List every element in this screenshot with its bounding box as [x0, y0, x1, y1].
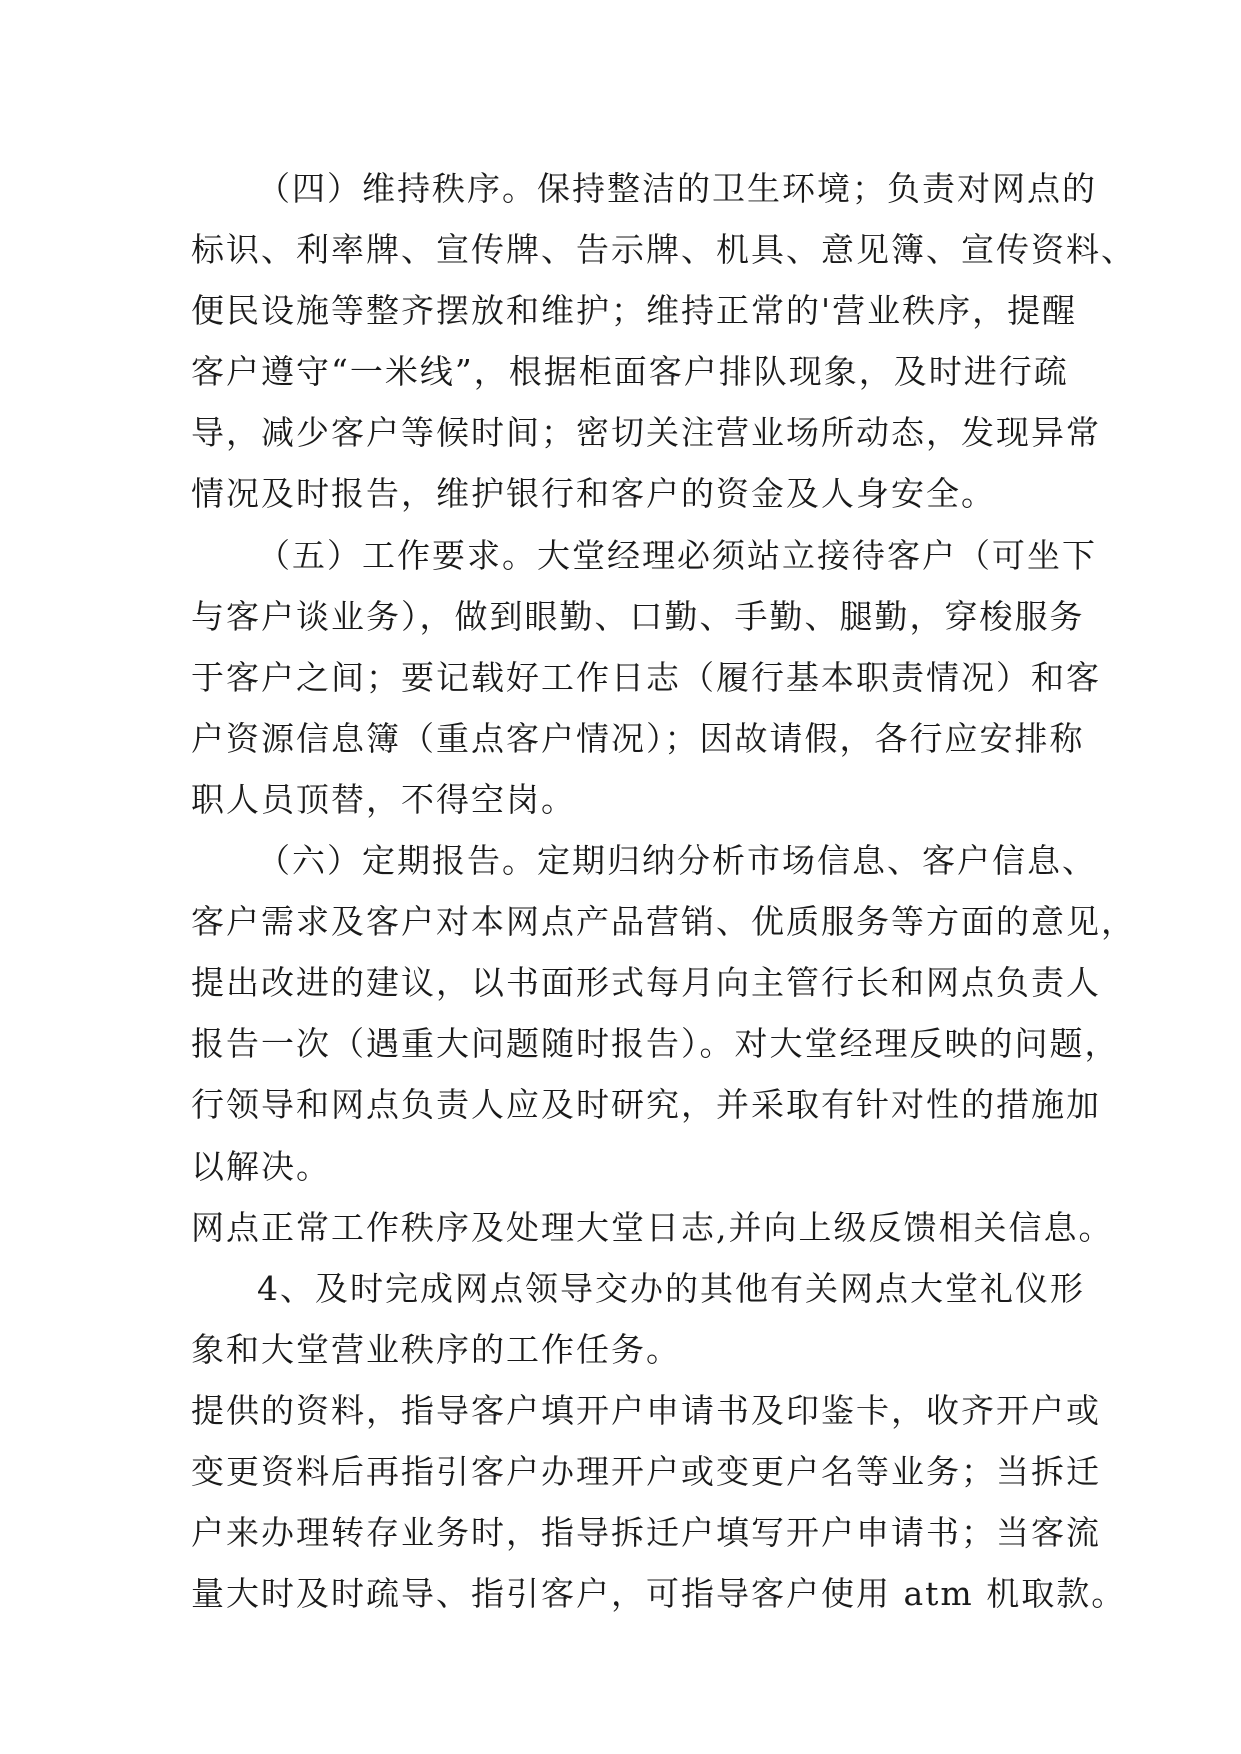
- text-line: 客户需求及客户对本网点产品营销、优质服务等方面的意见，: [191, 902, 1136, 942]
- text-line: 户资源信息簿（重点客户情况）；因故请假，各行应安排称: [191, 718, 1085, 758]
- paragraph-maintain-order: [191, 158, 1136, 525]
- text-line: （六）定期报告。定期归纳分析市场信息、客户信息、: [257, 841, 1097, 881]
- text-line: 导，减少客户等候时间；密切关注营业场所动态，发现异常: [191, 413, 1101, 453]
- text-line: 户来办理转存业务时，指导拆迁户填写开户申请书；当客流: [191, 1513, 1101, 1553]
- text-line: 情况及时报告，维护银行和客户的资金及人身安全。: [191, 474, 996, 514]
- text-line: （五）工作要求。大堂经理必须站立接待客户（可坐下: [257, 535, 1097, 575]
- text-line: 量大时及时疏导、指引客户，可指导客户使用 atm 机取款。: [191, 1574, 1127, 1614]
- text-line: 标识、利率牌、宣传牌、告示牌、机具、意见簿、宣传资料、: [191, 230, 1136, 270]
- text-line: 行领导和网点负责人应及时研究，并采取有针对性的措施加: [191, 1085, 1101, 1125]
- text-line: 提供的资料，指导客户填开户申请书及印鉴卡，收齐开户或: [191, 1390, 1101, 1430]
- paragraph-branch-order: [191, 1197, 1114, 1258]
- text-line: 以解决。: [191, 1146, 331, 1186]
- text-line: 变更资料后再指引客户办理开户或变更户名等业务；当拆迁: [191, 1451, 1101, 1491]
- paragraph-account-guidance: [191, 1380, 1127, 1624]
- text-line: 4、及时完成网点领导交办的其他有关网点大堂礼仪形: [257, 1268, 1085, 1308]
- text-line: 提出改进的建议，以书面形式每月向主管行长和网点负责人: [191, 963, 1101, 1003]
- text-line: 与客户谈业务），做到眼勤、口勤、手勤、腿勤，穿梭服务: [191, 596, 1085, 636]
- paragraph-work-requirements: [191, 525, 1101, 830]
- text-line: （四）维持秩序。保持整洁的卫生环境；负责对网点的: [257, 169, 1097, 208]
- text-line: 于客户之间；要记载好工作日志（履行基本职责情况）和客: [191, 657, 1101, 697]
- text-line: 网点正常工作秩序及处理大堂日志,并向上级反馈相关信息。: [191, 1207, 1114, 1247]
- text-line: 报告一次（遇重大问题随时报告）。对大堂经理反映的问题，: [191, 1024, 1120, 1064]
- text-line: 便民设施等整齐摆放和维护；维持正常的'营业秩序，提醒: [191, 291, 1078, 331]
- paragraph-item-4: [191, 1258, 1085, 1380]
- text-line: 象和大堂营业秩序的工作任务。: [191, 1329, 681, 1369]
- document-body: [191, 158, 1136, 1624]
- text-line: 职人员顶替，不得空岗。: [191, 779, 576, 819]
- paragraph-periodic-report: [191, 830, 1136, 1197]
- text-line: 客户遵守“一米线”，根据柜面客户排队现象，及时进行疏: [191, 352, 1069, 392]
